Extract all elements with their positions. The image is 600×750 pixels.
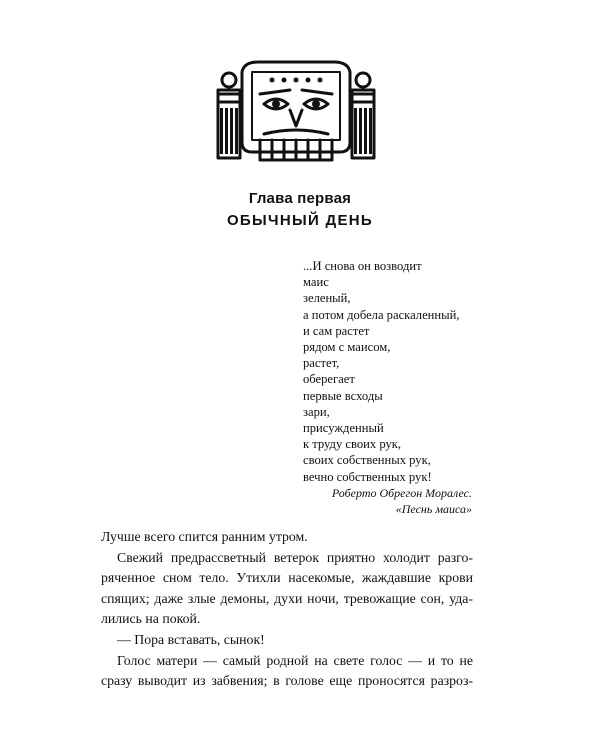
epigraph-line: своих собственных рук,	[303, 453, 431, 468]
epigraph-line: присужденный	[303, 421, 384, 436]
epigraph-line: маис	[303, 275, 329, 290]
body-line: Свежий предрассветный ветерок приятно холодит разго-	[117, 549, 473, 565]
epigraph-line: рядом с маисом,	[303, 340, 391, 355]
body-line: сразу выводит из забвения; в голове еще проносятся разроз-	[101, 673, 473, 689]
body-text	[101, 527, 473, 692]
epigraph-line: первые всходы	[303, 388, 383, 403]
epigraph-line: зари,	[303, 404, 330, 419]
chapter-title: ОБЫЧНЫЙ ДЕНЬ	[226, 212, 374, 229]
epigraph	[303, 258, 503, 485]
chapter-label: Глава первая	[248, 190, 352, 207]
body-line: спящих; даже злые демоны, духи ночи, тревожащие сон, уда-	[101, 590, 473, 606]
epigraph-line: растет,	[303, 356, 340, 371]
body-line: — Пора вставать, сынок!	[117, 631, 265, 647]
epigraph-author: Роберто Обрегон Моралес.	[331, 486, 472, 500]
epigraph-line: к труду своих рук,	[303, 437, 402, 452]
body-line: Лучше всего спится ранним утром.	[101, 529, 308, 544]
epigraph-line: ...И снова он возводит	[303, 259, 422, 273]
epigraph-line: зеленый,	[303, 291, 351, 306]
mayan-mask-icon	[214, 60, 378, 168]
epigraph-source: «Песнь маиса»	[395, 502, 472, 516]
epigraph-attribution	[332, 485, 472, 517]
body-line: лились на покой.	[101, 611, 201, 627]
epigraph-line: а потом добела раскаленный,	[303, 307, 460, 322]
epigraph-line: и сам растет	[303, 323, 370, 338]
body-line: ряченное сном тело. Утихли насекомые, жаждавшие крови	[101, 570, 473, 586]
epigraph-line: вечно собственных рук!	[303, 469, 432, 484]
body-line: Голос матери — самый родной на свете голос — и то не	[117, 652, 473, 668]
epigraph-line: оберегает	[303, 372, 355, 387]
